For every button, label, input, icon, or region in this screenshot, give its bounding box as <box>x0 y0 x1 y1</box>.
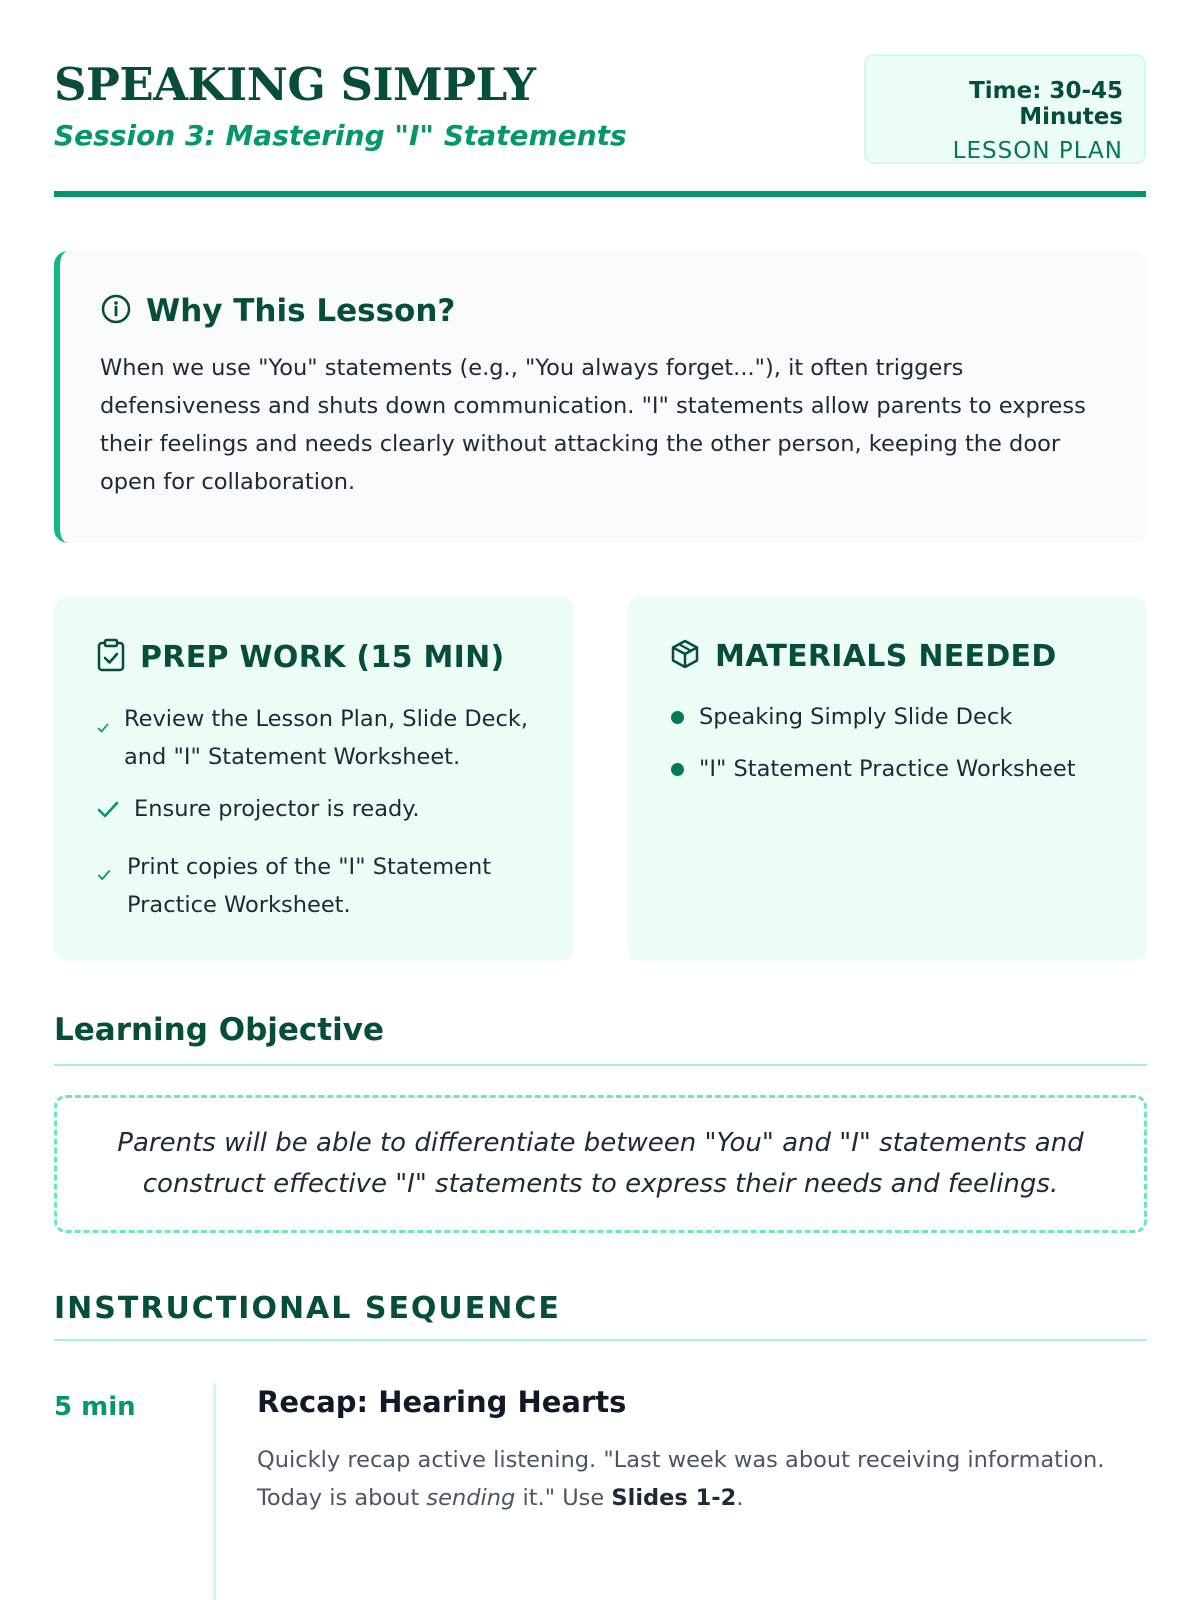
why-lesson-header <box>100 293 1101 329</box>
bullet-dot <box>671 711 684 724</box>
step-desc-slides: Slides 1-2 <box>611 1485 737 1511</box>
list-item-text: Print copies of the "I" Statement Practice Worksheet. <box>127 854 492 918</box>
list-item <box>96 700 538 776</box>
step-duration: 5 min <box>54 1392 136 1422</box>
prep-work-card <box>54 596 574 961</box>
list-item-text: "I" Statement Practice Worksheet <box>699 756 1076 782</box>
step-desc-text: . <box>736 1485 744 1511</box>
list-item-text: Review the Lesson Plan, Slide Deck, and "I" Statement Worksheet. <box>124 706 529 770</box>
materials-card <box>627 596 1147 961</box>
materials-header <box>669 638 1111 674</box>
learning-objective-title: Learning Objective <box>54 1012 384 1048</box>
prep-work-list <box>96 700 538 924</box>
list-item <box>96 848 538 924</box>
step-desc-emphasis: sending <box>426 1485 516 1511</box>
why-lesson-text: When we use "You" statements (e.g., "You always forget..."), it often triggers defensiveness and shuts down communication. "I" statements allow parents to express their feelings and needs clearly without attacking the other person, keeping the door open for collaboration. <box>100 355 1086 495</box>
info-icon <box>100 293 132 329</box>
materials-title: MATERIALS NEEDED <box>715 638 1057 674</box>
step-desc-text: Quickly recap active listening. "Last week was about receiving information. Today is about <box>257 1447 1105 1511</box>
list-item-text: Ensure projector is ready. <box>134 796 420 822</box>
list-item <box>669 698 1111 736</box>
learning-objective-box <box>54 1095 1147 1233</box>
list-item-text: Speaking Simply Slide Deck <box>699 704 1013 730</box>
box-icon <box>669 638 701 674</box>
page-subtitle: Session 3: Mastering "I" Statements <box>54 119 627 152</box>
page-title: SPEAKING SIMPLY <box>54 58 536 111</box>
time-label: Time: 30-45 Minutes <box>969 78 1123 130</box>
learning-objective-header <box>54 1012 1147 1066</box>
step-description <box>257 1441 1137 1517</box>
check-icon <box>96 857 127 895</box>
why-lesson-callout <box>54 251 1147 543</box>
check-icon <box>96 796 134 834</box>
step-desc-text: it." Use <box>515 1485 612 1511</box>
list-item <box>96 790 538 834</box>
learning-objective-text: Parents will be able to differentiate between "You" and "I" statements and construct effective "I" statements to express their needs and feelings. <box>117 1128 1084 1199</box>
meta-box <box>864 54 1146 164</box>
step-title: Recap: Hearing Hearts <box>257 1385 627 1419</box>
timeline-divider <box>213 1383 216 1600</box>
list-item <box>669 750 1111 788</box>
instructional-sequence-header <box>54 1291 1147 1341</box>
instructional-sequence-title: INSTRUCTIONAL SEQUENCE <box>54 1291 561 1326</box>
check-icon <box>96 709 124 747</box>
header <box>54 0 1146 197</box>
prep-work-title: PREP WORK (15 MIN) <box>140 639 505 675</box>
clipboard-check-icon <box>96 638 126 676</box>
prep-work-header <box>96 638 538 676</box>
why-lesson-title: Why This Lesson? <box>146 293 456 329</box>
materials-list <box>669 698 1111 788</box>
doc-type-label: LESSON PLAN <box>952 138 1123 164</box>
bullet-dot <box>671 763 684 776</box>
